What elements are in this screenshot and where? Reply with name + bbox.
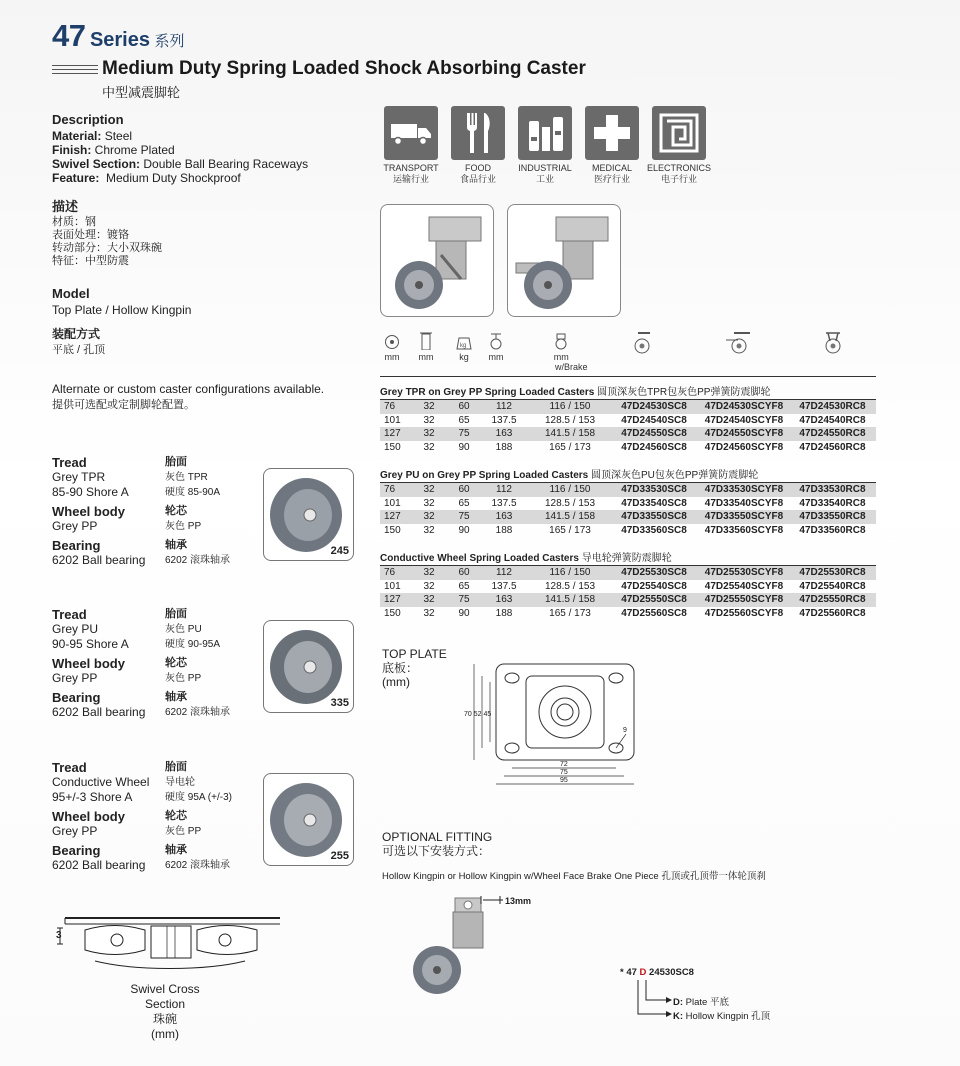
model-value: Top Plate / Hollow Kingpin xyxy=(52,303,192,317)
optional-fitting-label: OPTIONAL FITTING 可选以下安装方式： xyxy=(382,830,493,858)
table-cell: 101 xyxy=(384,414,401,426)
factory-icon xyxy=(518,106,572,160)
table-cell: 47D24550RC8 xyxy=(799,428,866,439)
wheel-image-335: 335 xyxy=(263,620,354,713)
table-row xyxy=(380,441,876,455)
table-cell: 47D25540SCYF8 xyxy=(704,580,784,592)
top-plate-drawing xyxy=(464,660,644,795)
code-legend-arrows xyxy=(636,980,676,1020)
table-cell: 47D33560SC8 xyxy=(621,524,687,536)
table-cell: 150 xyxy=(384,441,401,453)
table-row xyxy=(380,483,876,497)
table-cell: 47D33550SC8 xyxy=(621,511,687,522)
desc-line-cn: 特征：中型防震 xyxy=(52,255,129,267)
swivel-caster-icon xyxy=(632,330,654,358)
table-cell: 47D33550RC8 xyxy=(799,511,866,522)
spec-table-pu: Grey PU on Grey PP Spring Loaded Casters 圆顶深灰色PU包灰色PP弹簧防震脚轮 76 32 60 112 116 / 150 47D33530SC8 47D33530SCYF8 47D33530RC8 101 32 65 137.5 128.5 / 153 47D33540SC8 47D33540SCYF8 47D33540RC8 127 32 75 163 141.5 / 158 47D33550SC8 47D33550SCYF8 47D33550RC8 150 32 90 188 165 / 173 47D33560SC8 47D33560SCYF8 47D33560RC8 xyxy=(380,468,876,537)
table-row xyxy=(380,400,876,414)
table-row xyxy=(380,607,876,621)
table-cell: 47D25560RC8 xyxy=(799,607,866,619)
table-cell: 112 xyxy=(496,401,512,412)
table-cell: 47D25540SC8 xyxy=(621,580,687,592)
swivel-cross-section-drawing xyxy=(55,906,285,976)
table-cell: 90 xyxy=(458,607,470,619)
desc-line-cn: 表面处理：镀铬 xyxy=(52,229,129,241)
truck-icon xyxy=(384,106,438,160)
hollow-kingpin-caster-image xyxy=(405,888,515,998)
svg-text:kg: kg xyxy=(460,343,467,349)
desc-line: Feature: Medium Duty Shockproof xyxy=(52,171,241,185)
table-cell: 75 xyxy=(458,511,470,522)
model-value-cn: 平底 / 孔顶 xyxy=(52,344,106,356)
table-cell: 188 xyxy=(495,607,513,619)
table-cell: 163 xyxy=(495,594,513,605)
table-cell: 32 xyxy=(423,567,435,578)
table-cell: 47D33560RC8 xyxy=(799,524,866,536)
top-plate-dim-hole: 9 xyxy=(623,727,627,734)
table-cell: 90 xyxy=(458,441,470,453)
table-cell: 32 xyxy=(423,414,435,426)
table-cell: 127 xyxy=(384,511,401,522)
top-plate-dim-72: 72 xyxy=(560,761,568,768)
table-cell: 47D24560SCYF8 xyxy=(704,441,784,453)
table-cell: 165 / 173 xyxy=(549,607,591,619)
table-cell: 76 xyxy=(384,567,396,578)
industry-medical: MEDICAL 医疗行业 xyxy=(579,106,645,185)
height-icon: mm xyxy=(488,332,504,362)
table-cell: 137.5 xyxy=(491,497,517,509)
code-legend-k: K: Hollow Kingpin 孔顶 xyxy=(673,1011,771,1022)
product-title-cn: 中型减震脚轮 xyxy=(102,85,181,100)
alternate-note: Alternate or custom caster configurations available. xyxy=(52,382,325,396)
table-cell: 112 xyxy=(496,567,512,578)
desc-line: Finish: Chrome Plated xyxy=(52,143,175,157)
top-plate-dim-75: 75 xyxy=(560,769,568,776)
table-cell: 47D25560SCYF8 xyxy=(704,607,784,619)
wheel-width-icon: mm xyxy=(418,332,434,362)
table-cell: 60 xyxy=(458,401,470,412)
table-cell: 32 xyxy=(423,441,435,453)
cross-section-dim: 3 xyxy=(56,930,62,941)
desc-line-cn: 转动部分：大小双珠碗 xyxy=(52,242,162,254)
table-cell: 47D24550SCYF8 xyxy=(704,428,784,439)
table-cell: 60 xyxy=(458,567,470,578)
table-cell: 112 xyxy=(496,484,512,495)
wheel-image-255: 255 xyxy=(263,773,354,866)
wheel-spec-conductive: Tread 胎面 Conductive Wheel 导电轮 95+/-3 Shore A 硬度 95A (+/-3) Wheel body 轮芯 Grey PP 灰色 PP Bearing 轴承 6202 Ball bearing 6202 滚珠轴承 xyxy=(52,760,232,872)
series-word: Series xyxy=(89,29,150,51)
table-cell: 141.5 / 158 xyxy=(544,594,596,605)
table-cell: 47D33530RC8 xyxy=(799,484,866,495)
table-cell: 188 xyxy=(495,441,513,453)
table-cell: 163 xyxy=(495,511,513,522)
table-cell: 65 xyxy=(458,414,470,426)
table-cell: 150 xyxy=(384,607,401,619)
table-cell: 150 xyxy=(384,524,401,536)
table-cell: 32 xyxy=(423,484,435,495)
load-capacity-icon: kg kg xyxy=(456,332,472,362)
series-number: 47 xyxy=(52,18,86,53)
table-cell: 165 / 173 xyxy=(549,441,591,453)
table-cell: 116 / 150 xyxy=(549,401,591,412)
table-cell: 47D25550SC8 xyxy=(621,594,687,605)
description-heading-cn: 描述 xyxy=(52,199,79,214)
alternate-note-cn: 提供可选配或定制脚轮配置。 xyxy=(52,399,195,411)
table-cell: 90 xyxy=(458,524,470,536)
wheel-spec-tpr: Tread 胎面 Grey TPR 灰色 TPR 85-90 Shore A 硬度 85-90A Wheel body 轮芯 Grey PP 灰色 PP Bearing 轴承 6202 Ball bearing 6202 滚珠轴承 xyxy=(52,455,231,567)
table-cell: 47D33530SC8 xyxy=(621,484,687,495)
desc-line: Swivel Section: Double Ball Bearing Raceways xyxy=(52,157,309,171)
table-cell: 141.5 / 158 xyxy=(544,511,596,522)
table-cell: 47D24560RC8 xyxy=(799,441,866,453)
table-cell: 163 xyxy=(495,428,513,439)
table-cell: 101 xyxy=(384,497,401,509)
wheel-image-245: 245 xyxy=(263,468,354,561)
table-cell: 47D24560SC8 xyxy=(621,441,687,453)
table-cell: 137.5 xyxy=(491,414,517,426)
swivel-brake-caster-icon xyxy=(724,330,754,358)
table-cell: 75 xyxy=(458,594,470,605)
table-cell: 47D33540RC8 xyxy=(799,497,866,509)
series-cn: 系列 xyxy=(154,33,185,50)
table-cell: 47D33530SCYF8 xyxy=(704,484,784,495)
table-cell: 47D33560SCYF8 xyxy=(704,524,784,536)
table-cell: 32 xyxy=(423,428,435,439)
rigid-caster-icon xyxy=(822,330,844,358)
table-cell: 47D25540RC8 xyxy=(799,580,866,592)
top-plate-dim-95: 95 xyxy=(560,777,568,784)
model-heading: Model xyxy=(52,286,90,301)
table-cell: 47D33540SCYF8 xyxy=(704,497,784,509)
table-cell: 47D24550SC8 xyxy=(621,428,687,439)
model-heading-cn: 装配方式 xyxy=(52,327,101,341)
table-cell: 32 xyxy=(423,580,435,592)
brake-height-icon: mm w/Brake xyxy=(535,332,588,372)
table-cell: 128.5 / 153 xyxy=(544,497,596,509)
table-cell: 47D24540RC8 xyxy=(799,414,866,426)
table-cell: 32 xyxy=(423,607,435,619)
table-cell: 47D24540SC8 xyxy=(621,414,687,426)
industry-industrial: INDUSTRIAL 工业 xyxy=(512,106,578,185)
wheel-diameter-icon: mm xyxy=(384,332,400,362)
industry-food: FOOD 食品行业 xyxy=(445,106,511,185)
table-row xyxy=(380,580,876,594)
table-cell: 47D24530SCYF8 xyxy=(704,401,784,412)
table-cell: 47D25530RC8 xyxy=(799,567,866,578)
table-cell: 65 xyxy=(458,497,470,509)
table-cell: 47D25560SC8 xyxy=(621,607,687,619)
spec-divider xyxy=(380,376,876,377)
top-plate-label: TOP PLATE 底板： (mm) xyxy=(382,647,447,689)
table-row xyxy=(380,427,876,441)
wheel-spec-pu: Tread 胎面 Grey PU 灰色 PU 90-95 Shore A 硬度 90-95A Wheel body 轮芯 Grey PP 灰色 PP Bearing 轴承 6202 Ball bearing 6202 滚珠轴承 xyxy=(52,607,231,719)
desc-line-cn: 材质：钢 xyxy=(52,216,96,228)
table-cell: 32 xyxy=(423,511,435,522)
table-cell: 47D33540SC8 xyxy=(621,497,687,509)
table-cell: 76 xyxy=(384,484,396,495)
code-legend-d: D: Plate 平底 xyxy=(673,997,729,1008)
table-cell: 32 xyxy=(423,594,435,605)
desc-line: Material: Steel xyxy=(52,129,133,143)
description-heading: Description xyxy=(52,112,124,127)
table-row xyxy=(380,524,876,538)
table-cell: 47D25530SCYF8 xyxy=(704,567,784,578)
series-title xyxy=(52,18,184,54)
table-cell: 127 xyxy=(384,594,401,605)
table-cell: 116 / 150 xyxy=(549,567,591,578)
table-cell: 141.5 / 158 xyxy=(544,428,596,439)
title-rule xyxy=(52,65,98,77)
spec-icon-row xyxy=(380,330,876,374)
caster-photo-brake xyxy=(507,204,621,317)
table-cell: 65 xyxy=(458,580,470,592)
medical-cross-icon xyxy=(585,106,639,160)
industry-electronics: ELECTRONICS 电子行业 xyxy=(646,106,712,185)
table-cell: 188 xyxy=(495,524,513,536)
table-cell: 47D24540SCYF8 xyxy=(704,414,784,426)
industry-transport: TRANSPORT 运输行业 xyxy=(378,106,444,185)
description-section xyxy=(52,113,352,412)
table-cell: 116 / 150 xyxy=(549,484,591,495)
table-cell: 47D25530SC8 xyxy=(621,567,687,578)
table-cell: 47D24530SC8 xyxy=(621,401,687,412)
table-cell: 32 xyxy=(423,401,435,412)
caster-photo-plate xyxy=(380,204,494,317)
circuit-icon xyxy=(652,106,706,160)
table-cell: 47D33550SCYF8 xyxy=(704,511,784,522)
table-cell: 127 xyxy=(384,428,401,439)
table-row xyxy=(380,414,876,428)
table-cell: 128.5 / 153 xyxy=(544,580,596,592)
table-cell: 47D24530RC8 xyxy=(799,401,866,412)
spec-table-tpr: Grey TPR on Grey PP Spring Loaded Casters 圆顶深灰色TPR包灰色PP弹簧防震脚轮 76 32 60 112 116 / 150 47D24530SC8 47D24530SCYF8 47D24530RC8 101 32 65 137.5 128.5 / 153 47D24540SC8 47D24540SCYF8 47D24540RC8 127 32 75 163 141.5 / 158 47D24550SC8 47D24550SCYF8 47D24550RC8 150 32 90 188 165 / 173 47D24560SC8 47D24560SCYF8 47D24560RC8 xyxy=(380,385,876,454)
table-cell: 101 xyxy=(384,580,401,592)
table-cell: 32 xyxy=(423,497,435,509)
optional-fitting-desc: Hollow Kingpin or Hollow Kingpin w/Wheel Face Brake One Piece 孔顶或孔顶带一体轮顶刹 xyxy=(382,871,766,882)
table-row xyxy=(380,510,876,524)
kingpin-dimension: 13mm xyxy=(505,896,532,906)
table-cell: 76 xyxy=(384,401,396,412)
table-cell: 47D25550SCYF8 xyxy=(704,594,784,605)
spec-table-conductive: Conductive Wheel Spring Loaded Casters 导电轮弹簧防震脚轮 76 32 60 112 116 / 150 47D25530SC8 47D25530SCYF8 47D25530RC8 101 32 65 137.5 128.5 / 153 47D25540SC8 47D25540SCYF8 47D25540RC8 127 32 75 163 141.5 / 158 47D25550SC8 47D25550SCYF8 47D25550RC8 150 32 90 188 165 / 173 47D25560SC8 47D25560SCYF8 47D25560RC8 xyxy=(380,551,876,620)
table-cell: 47D25550RC8 xyxy=(799,594,866,605)
table-row xyxy=(380,593,876,607)
table-cell: 60 xyxy=(458,484,470,495)
table-cell: 128.5 / 153 xyxy=(544,414,596,426)
fork-knife-icon xyxy=(451,106,505,160)
table-cell: 32 xyxy=(423,524,435,536)
cross-section-label: Swivel Cross Section 珠碗 (mm) xyxy=(130,982,200,1041)
model-code-legend: * 47 D 24530SC8 xyxy=(620,967,694,978)
product-title: Medium Duty Spring Loaded Shock Absorbing Caster xyxy=(102,58,586,79)
table-row xyxy=(380,497,876,511)
table-cell: 75 xyxy=(458,428,470,439)
top-plate-dim-vertical: 70 52 45 xyxy=(464,711,492,718)
table-cell: 137.5 xyxy=(491,580,517,592)
table-row xyxy=(380,566,876,580)
table-cell: 165 / 173 xyxy=(549,524,591,536)
